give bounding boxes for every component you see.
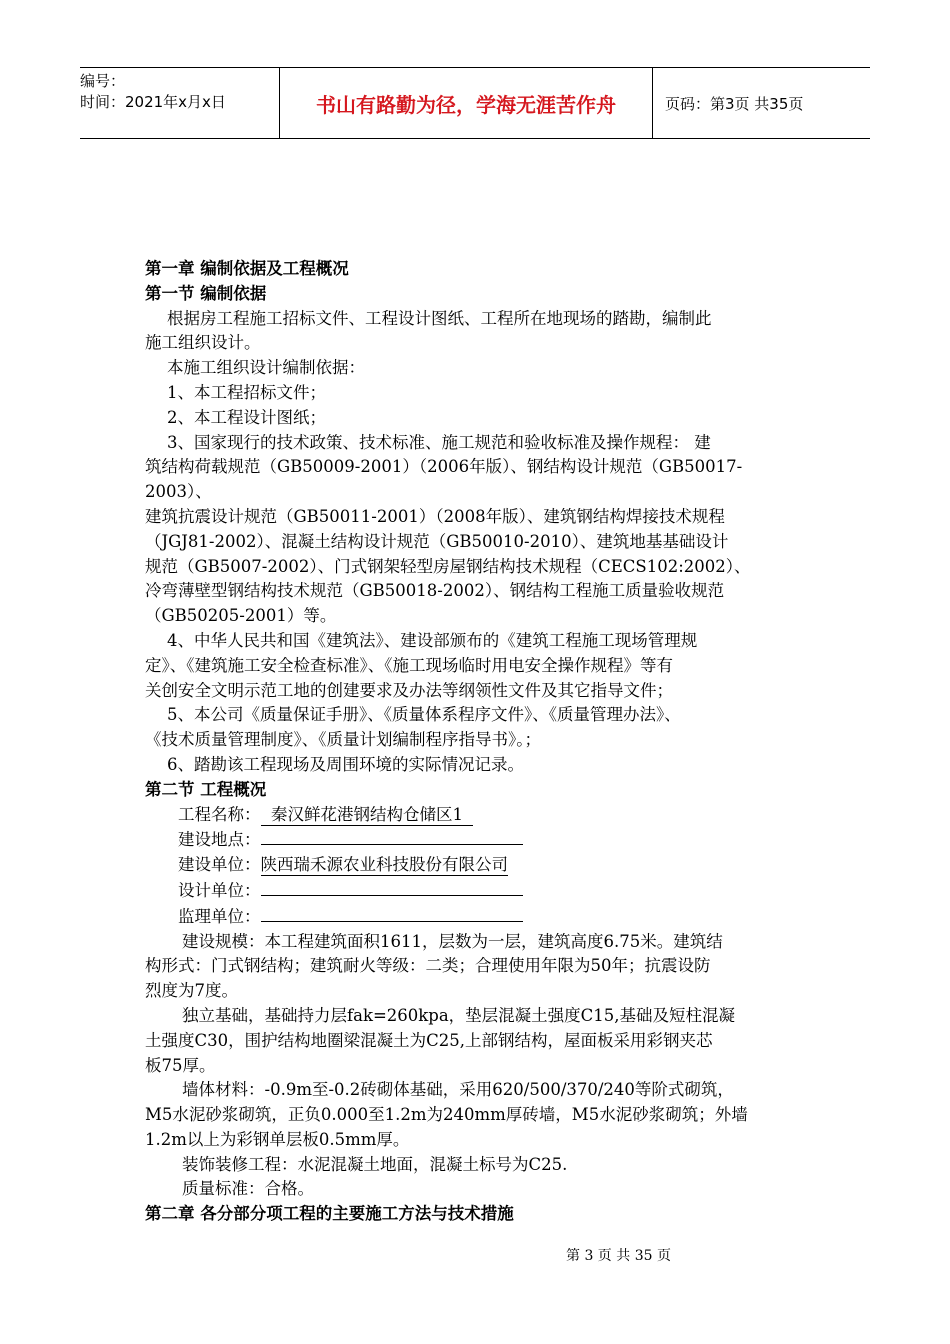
project-design-label: 设计单位： <box>178 880 261 900</box>
text-line: 5、本公司《质量保证手册》、《质量体系程序文件》、《质量管理办法》、 <box>167 705 681 725</box>
body-section-basis <box>145 257 810 803</box>
project-site-blank <box>261 827 523 845</box>
project-owner-row <box>145 853 810 878</box>
section-heading: 第一章 编制依据及工程概况 <box>145 259 349 278</box>
text-line: 装饰装修工程：水泥混凝土地面，混凝土标号为C25. <box>182 1154 568 1174</box>
text-line: 质量标准：合格。 <box>182 1179 314 1199</box>
section-heading: 第一节 编制依据 <box>145 283 267 303</box>
section-heading: 第二节 工程概况 <box>145 779 267 799</box>
project-site-label: 建设地点： <box>178 830 261 850</box>
text-line: 3、国家现行的技术政策、技术标准、施工规范和验收标准及操作规程： 建 <box>167 432 711 452</box>
text-line: 筑结构荷载规范（GB50009-2001）（2006年版）、钢结构设计规范（GB50017- <box>145 457 743 477</box>
page-footer: 第 3 页 共 35 页 <box>566 1248 671 1264</box>
project-supervise-row <box>145 904 810 930</box>
project-name-label: 工程名称： <box>178 804 261 824</box>
text-line: 土强度C30，围护结构地圈梁混凝土为C25,上部钢结构，屋面板采用彩钢夹芯 <box>145 1030 713 1050</box>
text-line: 6、踏勘该工程现场及周围环境的实际情况记录。 <box>167 754 524 774</box>
header-motto: 书山有路勤为径，学海无涯苦作舟 <box>280 68 653 138</box>
text-line: 本施工组织设计编制依据： <box>167 358 365 378</box>
project-supervise-label: 监理单位： <box>178 906 261 926</box>
text-line: 2、本工程设计图纸； <box>167 407 326 427</box>
text-line: 独立基础，基础持力层fak=260kpa，垫层混凝土强度C15,基础及短柱混凝 <box>182 1005 736 1025</box>
text-line: 冷弯薄壁型钢结构技术规范（GB50018-2002）、钢结构工程施工质量验收规范 <box>145 581 725 601</box>
text-line: 规范（GB5007-2002）、门式钢架轻型房屋钢结构技术规程（CECS102:2002）、 <box>145 556 751 576</box>
project-design-blank <box>261 878 523 896</box>
text-line: 施工组织设计。 <box>145 333 261 353</box>
project-name-row <box>145 803 810 828</box>
text-line: 1.2m以上为彩钢单层板0.5mm厚。 <box>145 1129 410 1149</box>
header-page-info: 页码：第3页 共35页 <box>665 94 804 113</box>
document-body <box>145 257 810 1227</box>
text-line: 根据房工程施工招标文件、工程设计图纸、工程所在地现场的踏勘，编制此 <box>167 308 712 328</box>
project-site-row <box>145 827 810 853</box>
time-label: 时间：2021年x月x日 <box>80 93 226 111</box>
text-line: 板75厚。 <box>145 1055 216 1075</box>
text-line: 定》、《建筑施工安全检查标准》、《施工现场临时用电安全操作规程》等有 <box>145 655 673 675</box>
text-line: （JGJ81-2002）、混凝土结构设计规范（GB50010-2010）、建筑地基基础设计 <box>145 531 729 551</box>
number-label: 编号： <box>80 72 126 90</box>
project-owner-label: 建设单位： <box>178 855 261 875</box>
text-line: （GB50205-2001）等。 <box>145 606 337 626</box>
text-line: 构形式：门式钢结构；建筑耐火等级：二类；合理使用年限为50年；抗震设防 <box>145 956 711 976</box>
text-line: 烈度为7度。 <box>145 981 238 1001</box>
section-heading: 第二章 各分部分项工程的主要施工方法与技术措施 <box>145 1204 514 1224</box>
text-line: 建设规模：本工程建筑面积1611，层数为一层，建筑高度6.75米。建筑结 <box>182 931 723 951</box>
text-line: 建筑抗震设计规范（GB50011-2001）（2008年版）、建筑钢结构焊接技术规程 <box>145 506 725 526</box>
body-section-overview <box>145 930 810 1228</box>
text-line: 《技术质量管理制度》、《质量计划编制程序指导书》。； <box>145 730 541 750</box>
project-design-row <box>145 878 810 904</box>
text-line: 关创安全文明示范工地的创建要求及办法等纲领性文件及其它指导文件； <box>145 680 673 700</box>
text-line: 2003）、 <box>145 482 212 502</box>
header-meta <box>80 68 280 138</box>
text-line: M5水泥砂浆砌筑，正负0.000至1.2m为240mm厚砖墙，M5水泥砂浆砌筑；外墙 <box>145 1105 748 1125</box>
page-header <box>80 67 870 139</box>
project-name-value: 秦汉鲜花港钢结构仓储区1 <box>260 804 474 824</box>
project-owner-value: 陕西瑞禾源农业科技股份有限公司 <box>260 855 508 875</box>
text-line: 1、本工程招标文件； <box>167 382 326 402</box>
text-line: 4、中华人民共和国《建筑法》、建设部颁布的《建筑工程施工现场管理规 <box>167 630 698 650</box>
text-line: 墙体材料：-0.9m至-0.2砖砌体基础，采用620/500/370/240等阶式砌筑， <box>182 1080 734 1100</box>
project-supervise-blank <box>261 904 523 922</box>
